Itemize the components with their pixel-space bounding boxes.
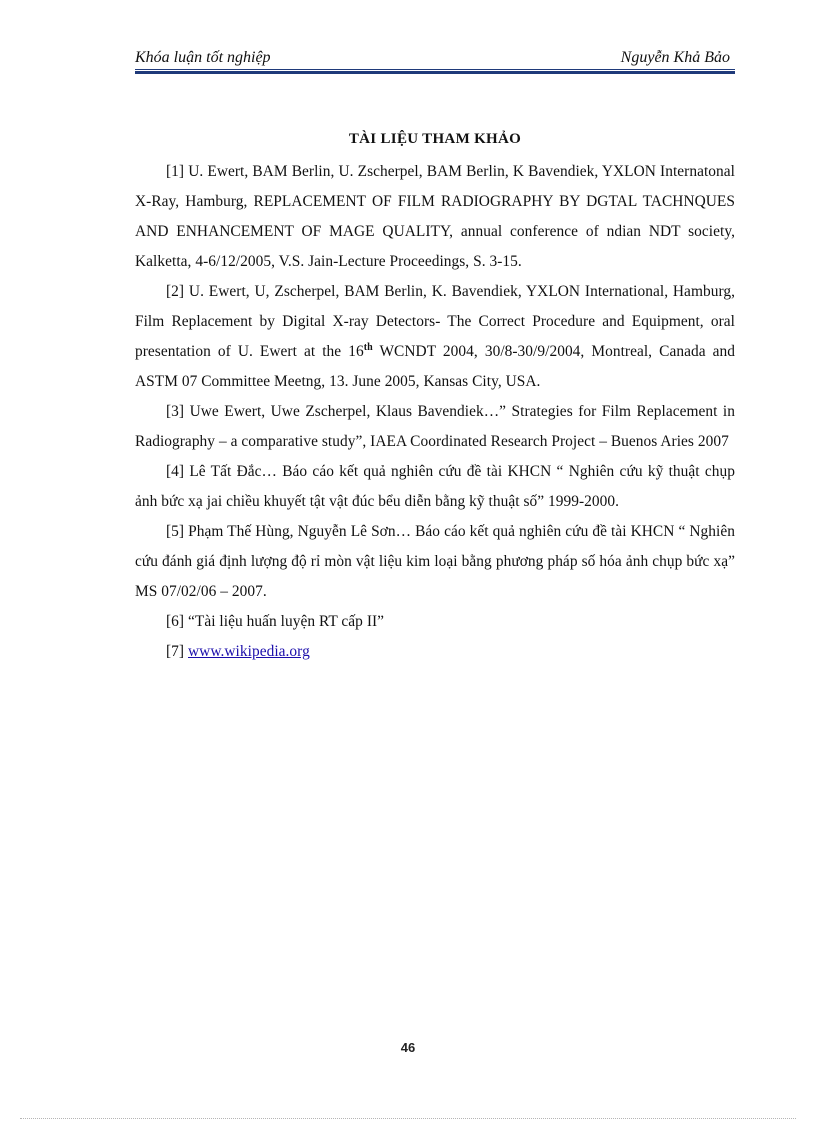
reference-2-superscript: th xyxy=(363,341,373,353)
reference-2-text-before: [2] U. Ewert, U, Zscherpel, BAM Berlin, K. Bavendiek, YXLON International, Hamburg, Film Replacement by Digital X-ray Detectors- The Correct Procedure and Equipment, oral presentation of U. Ewert at the 16 xyxy=(135,283,735,360)
reference-1: [1] U. Ewert, BAM Berlin, U. Zscherpel, BAM Berlin, K Bavendiek, YXLON Internatonal X-Ray, Hamburg, REPLACEMENT OF FILM RADIOGRAPHY BY DGTAL TACHNQUES AND ENHANCEMENT OF MAGE QUALITY, annual conference of ndian NDT society, Kalketta, 4-6/12/2005, V.S. Jain-Lecture Proceedings, S. 3-15. xyxy=(135,163,735,270)
reference-7 xyxy=(135,637,735,667)
header-author-name: Nguyễn Khả Bảo xyxy=(620,49,730,66)
header-rule-thick xyxy=(135,71,735,74)
page-title: TÀI LIỆU THAM KHẢO xyxy=(348,131,522,147)
reference-7-prefix: [7] xyxy=(166,643,188,660)
wikipedia-link[interactable]: www.wikipedia.org xyxy=(188,643,310,660)
page-header xyxy=(135,48,735,72)
reference-2 xyxy=(135,277,735,397)
reference-6: [6] “Tài liệu huấn luyện RT cấp II” xyxy=(166,613,385,630)
header-rule xyxy=(135,69,735,70)
reference-2-text-after: WCNDT 2004, 30/8-30/9/2004, Montreal, Canada and ASTM 07 Committee Meetng, 13. June 2005, Kansas City, USA. xyxy=(135,343,735,390)
reference-list xyxy=(135,157,735,667)
page-number: 46 xyxy=(400,1040,416,1055)
reference-5: [5] Phạm Thế Hùng, Nguyễn Lê Sơn… Báo cáo kết quả nghiên cứu đề tài KHCN “ Nghiên cứu đánh giá định lượng độ rỉ mòn vật liệu kim loại bằng phương pháp số hóa ảnh chụp bức xạ” MS 07/02/06 – 2007. xyxy=(135,523,735,600)
header-thesis-label: Khóa luận tốt nghiệp xyxy=(135,49,271,66)
page-bottom-border xyxy=(20,1118,796,1119)
reference-3: [3] Uwe Ewert, Uwe Zscherpel, Klaus Bavendiek…” Strategies for Film Replacement in Radiography – a comparative study”, IAEA Coordinated Research Project – Buenos Aries 2007 xyxy=(135,403,735,450)
reference-4: [4] Lê Tất Đắc… Báo cáo kết quả nghiên cứu đề tài KHCN “ Nghiên cứu kỹ thuật chụp ảnh bức xạ jai chiều khuyết tật vật đúc bểu diễn bằng kỹ thuật số” 1999-2000. xyxy=(135,463,735,510)
